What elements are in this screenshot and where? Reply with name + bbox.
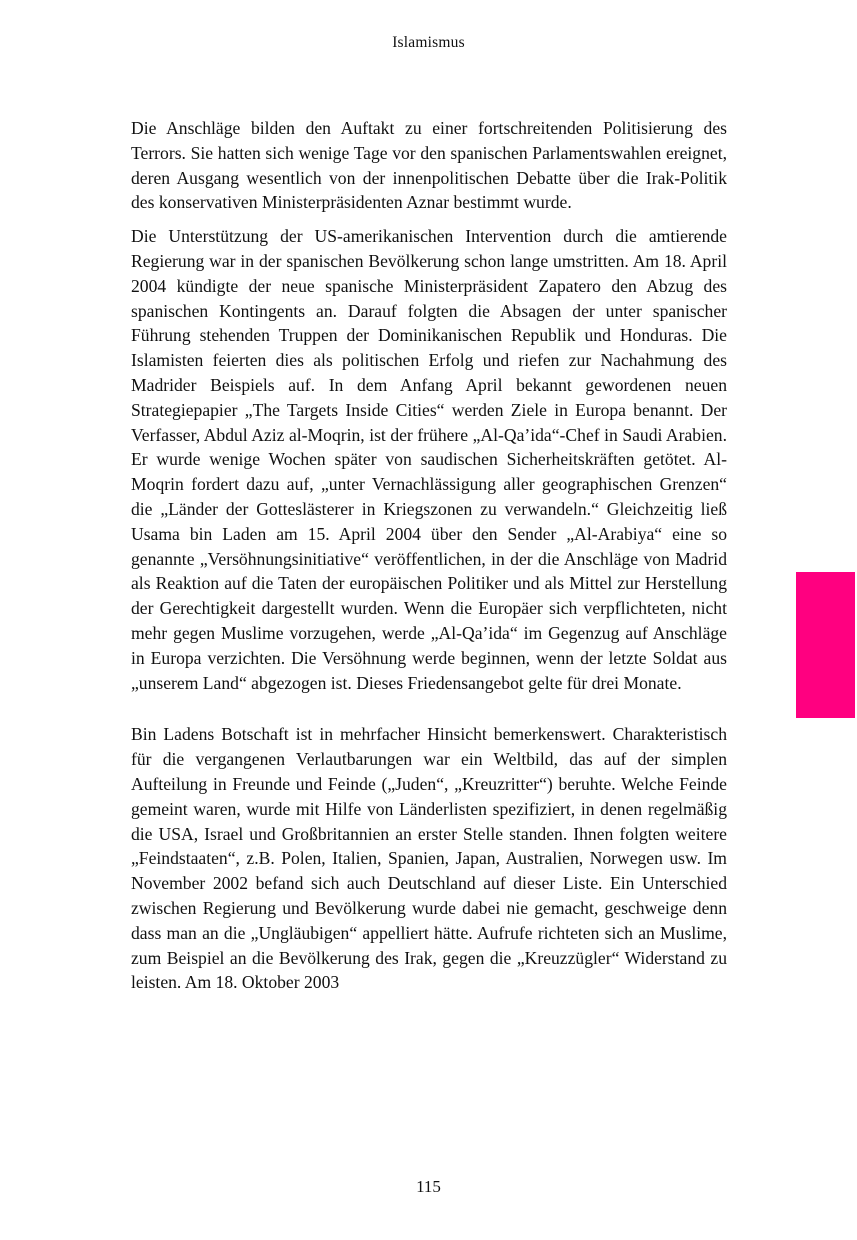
chapter-thumb-tab: [796, 572, 855, 718]
paragraph-1: Die Anschläge bilden den Auftakt zu einer fortschreitenden Politisierung des Terrors. Sie hatten sich wenige Tage vor den spanischen Parlamentswahlen ereignet, deren Ausgang wesentlich von der innenpolitischen Debatte über die Irak-Politik des konservativen Ministerpräsidenten Aznar bestimmt wurde.: [131, 118, 727, 213]
paragraph-2: Die Unterstützung der US-amerikanischen Intervention durch die amtierende Regierung war in der spanischen Bevölkerung schon lange umstritten. Am 18. April 2004 kündigte der neue spanische Ministerpräsident Zapatero den Abzug des spanischen Kontingents an. Darauf folgten die Absagen der unter spanischer Führung stehenden Truppen der Dominikanischen Republik und Honduras. Die Islamisten feierten dies als politischen Erfolg und riefen zur Nachahmung des Madrider Beispiels auf. In dem Anfang April bekannt gewordenen neuen Strategiepapier „The Targets Inside Cities“ werden Ziele in Europa benannt. Der Verfasser, Abdul Aziz al-Moqrin, ist der frühere „Al-Qa’ida“-Chef in Saudi Arabien. Er wurde wenige Wochen später von saudischen Sicherheitskräften getötet. Al-Moqrin fordert dazu auf, „unter Vernachlässigung aller geographischen Grenzen“ die „Länder der Gotteslästerer in Kriegszonen zu verwandeln.“ Gleichzeitig ließ Usama bin Laden am 15. April 2004 über den Sender „Al-Arabiya“ eine so genannte „Versöhnungsinitiative“ veröffentlichen, in der die Anschläge von Madrid als Reaktion auf die Taten der europäischen Politiker und als Mittel zur Herstellung der Gerechtigkeit dargestellt wurden. Wenn die Europäer sich verpflichteten, nicht mehr gegen Muslime vorzugehen, werde „Al-Qa’ida“ im Gegenzug auf Anschläge in Europa verzichten. Die Versöhnung werde beginnen, wenn der letzte Soldat aus „unserem Land“ abgezogen ist. Dieses Friedensangebot gelte für drei Monate.: [131, 226, 727, 693]
body-text: [131, 116, 727, 995]
page-number: 115: [416, 1177, 441, 1196]
running-header: Islamismus: [392, 34, 465, 51]
paragraph-3: Bin Ladens Botschaft ist in mehrfacher Hinsicht bemerkenswert. Charakteristisch für die vergangenen Verlautbarungen war ein Weltbild, das auf der simplen Aufteilung in Freunde und Feinde („Juden“, „Kreuzritter“) beruhte. Welche Feinde gemeint waren, wurde mit Hilfe von Länderlisten spezifiziert, in denen regelmäßig die USA, Israel und Großbritannien an erster Stelle standen. Ihnen folgten weitere „Feindstaaten“, z.B. Polen, Italien, Spanien, Japan, Australien, Norwegen usw. Im November 2002 befand sich auch Deutschland auf dieser Liste. Ein Unterschied zwischen Regierung und Bevölkerung wurde dabei nie gemacht, geschweige denn dass man an die „Ungläubigen“ appelliert hätte. Aufrufe richteten sich an Muslime, zum Beispiel an die Bevölkerung des Irak, gegen die „Kreuzzügler“ Widerstand zu leisten. Am 18. Oktober 2003: [131, 724, 727, 993]
